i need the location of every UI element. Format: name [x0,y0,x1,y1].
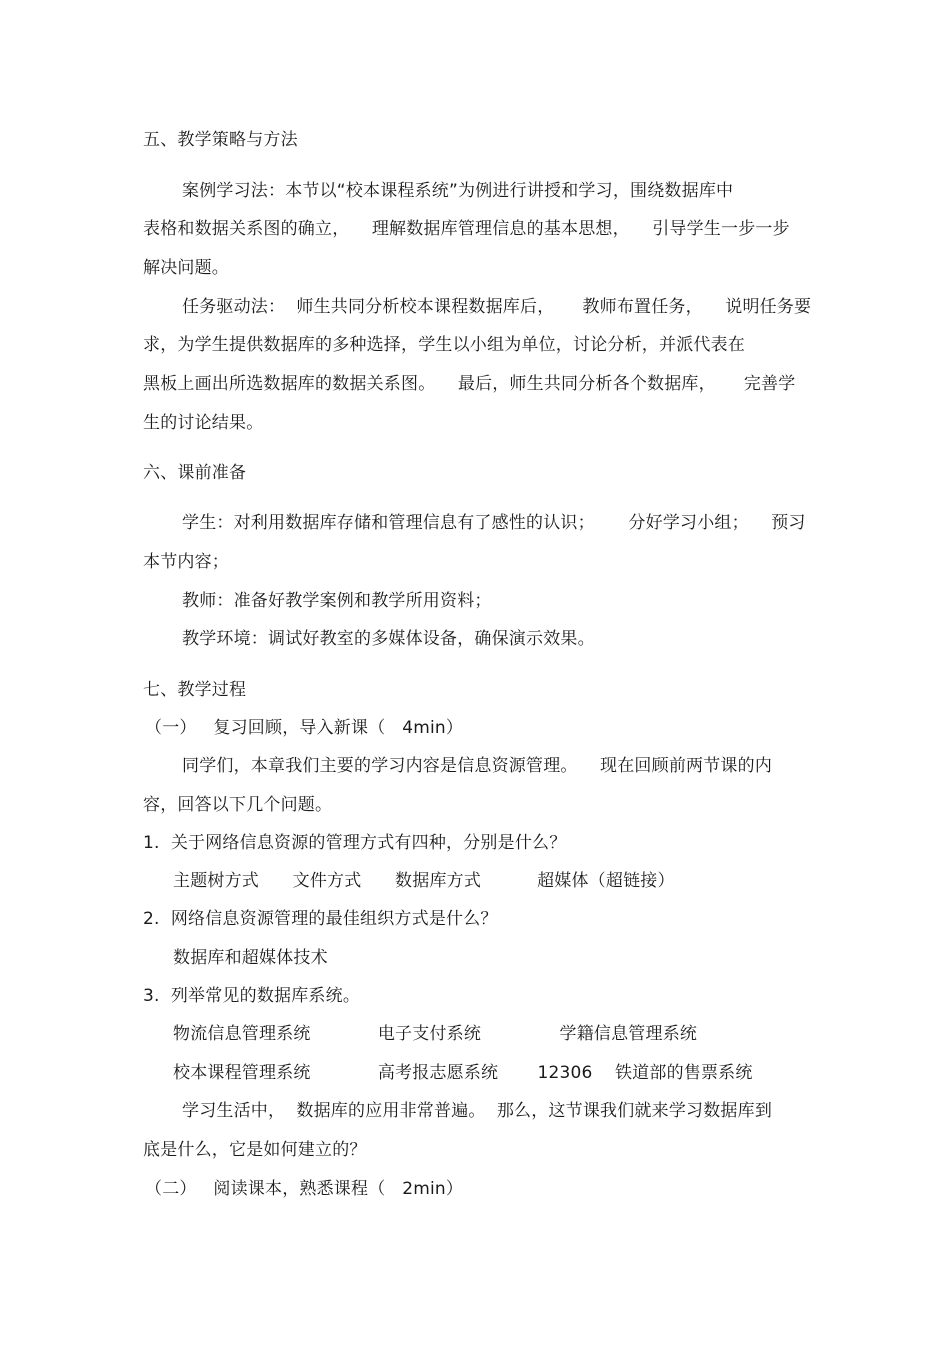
section5-heading: 五、教学策略与方法 [143,130,298,150]
intro-line1: 同学们，本章我们主要的学习内容是信息资源管理。 现在回顾前两节课的内 [182,756,773,776]
section5-p1-line1: 案例学习法：本节以“校本课程系统”为例进行讲授和学习，围绕数据库中 [182,181,734,201]
transition-line2: 底是什么，它是如何建立的？ [143,1140,367,1160]
section6-student-line1: 学生：对利用数据库存储和管理信息有了感性的认识； 分好学习小组； 预习 [182,513,806,533]
section6-environment: 教学环境：调试好教室的多媒体设备，确保演示效果。 [182,629,595,649]
question-2: 2. 网络信息资源管理的最佳组织方式是什么？ [143,909,498,929]
section5-p2-line2: 求，为学生提供数据库的多种选择，学生以小组为单位，讨论分析，并派代表在 [143,335,745,355]
section5-p2-line1: 任务驱动法： 师生共同分析校本课程数据库后， 教师布置任务， 说明任务要 [182,297,812,317]
intro-line2: 容，回答以下几个问题。 [143,795,333,815]
question-1: 1. 关于网络信息资源的管理方式有四种，分别是什么？ [143,833,567,853]
section6-heading: 六、课前准备 [143,463,247,483]
section6-student-line2: 本节内容； [143,552,229,572]
answer-3-line1: 物流信息管理系统 电子支付系统 学籍信息管理系统 [173,1024,698,1044]
question-3: 3. 列举常见的数据库系统。 [143,986,361,1006]
section6-teacher: 教师：准备好教学案例和教学所用资料； [182,591,492,611]
section5-p2-line4: 生的讨论结果。 [143,413,264,433]
answer-1: 主题树方式 文件方式 数据库方式 超媒体（超链接） [173,871,675,891]
section7-heading: 七、教学过程 [143,680,247,700]
transition-line1: 学习生活中， 数据库的应用非常普遍。 那么，这节课我们就来学习数据库到 [182,1101,773,1121]
section5-p1-line3: 解决问题。 [143,258,229,278]
part2-title: （二） 阅读课本，熟悉课程（ 2min） [145,1179,464,1199]
answer-2: 数据库和超媒体技术 [173,948,328,968]
answer-3-line2: 校本课程管理系统 高考报志愿系统 12306 铁道部的售票系统 [173,1063,753,1083]
section5-p2-line3: 黑板上画出所选数据库的数据关系图。 最后，师生共同分析各个数据库， 完善学 [143,374,796,394]
section5-p1-line2: 表格和数据关系图的确立， 理解数据库管理信息的基本思想， 引导学生一步一步 [143,219,790,239]
part1-title: （一） 复习回顾，导入新课（ 4min） [145,718,464,738]
